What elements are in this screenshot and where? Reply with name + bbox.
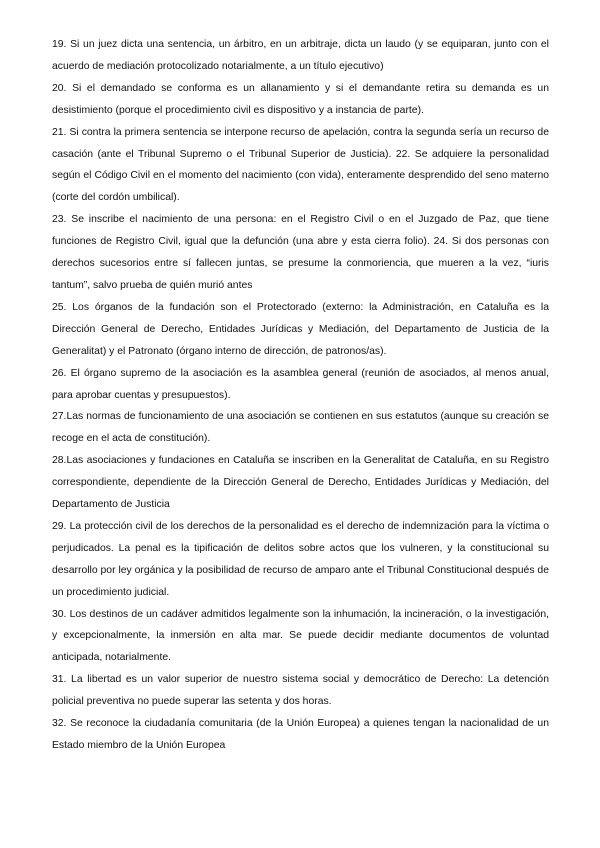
paragraph-19: 19. Si un juez dicta una sentencia, un árbitro, en un arbitraje, dicta un laudo (y se equiparan, junto con el acuerdo de mediación protocolizado notarialmente, a un título ejecutivo) [52, 39, 549, 72]
paragraph-30: 30. Los destinos de un cadáver admitidos legalmente son la inhumación, la incineración, o la investigación, y excepcionalmente, la inmersión en alta mar. Se puede decidir mediante documentos de voluntad anticipada, notarialmente. [52, 608, 549, 664]
paragraph-32: 32. Se reconoce la ciudadanía comunitaria (de la Unión Europea) a quienes tengan la nacionalidad de un Estado miembro de la Unión Europea [52, 718, 549, 751]
paragraph-20: 20. Si el demandado se conforma es un allanamiento y si el demandante retira su demanda es un desistimiento (porque el procedimiento civil es dispositivo y a instancia de parte). [52, 82, 549, 116]
paragraph-25: 25. Los órganos de la fundación son el Protectorado (externo: la Administración, en Cataluña es la Dirección General de Derecho, Entidades Jurídicas y Mediación, del Departamento de Justicia de la Generalitat) y el Patronato (órgano interno de dirección, de patronos/as). [52, 301, 549, 357]
paragraph-31: 31. La libertad es un valor superior de nuestro sistema social y democrático de Derecho: La detención policial preventiva no puede superar las setenta y dos horas. [52, 674, 549, 708]
paragraph-26: 26. El órgano supremo de la asociación es la asamblea general (reunión de asociados, al menos anual, para aprobar cuentas y presupuestos). [52, 367, 549, 401]
paragraph-23-24: 23. Se inscribe el nacimiento de una persona: en el Registro Civil o en el Juzgado de Paz, que tiene funciones de Registro Civil, igual que la defunción (una abre y esta cierra folio). 24. Si dos personas con derechos sucesorios entre sí fallecen juntas, se presume la conmoriencia, que mueren a la vez, “iuris tantum”, salvo prueba de quién murió antes [52, 214, 549, 291]
paragraph-21-22: 21. Si contra la primera sentencia se interpone recurso de apelación, contra la segunda sería un recurso de casación (ante el Tribunal Supremo o el Tribunal Superior de Justicia). 22. Se adquiere la personalidad según el Código Civil en el momento del nacimiento (con vida), enteramente desprendido del seno materno (corte del cordón umbilical). [52, 126, 549, 204]
paragraph-28: 28.Las asociaciones y fundaciones en Cataluña se inscriben en la Generalitat de Cataluña, en su Registro correspondiente, dependiente de la Dirección General de Derecho, Entidades Jurídicas y Mediación, del Departamento de Justicia [52, 455, 549, 511]
paragraph-29: 29. La protección civil de los derechos de la personalidad es el derecho de indemnización para la víctima o perjudicados. La penal es la tipificación de delitos sobre actos que los vulneren, y la constitucional su desarrollo por ley orgánica y la posibilidad de recurso de amparo ante el Tribunal Constitucional después de un procedimiento judicial. [52, 520, 549, 598]
paragraph-27: 27.Las normas de funcionamiento de una asociación se contienen en sus estatutos (aunque su creación se recoge en el acta de constitución). [52, 411, 549, 445]
document-page [52, 34, 549, 757]
